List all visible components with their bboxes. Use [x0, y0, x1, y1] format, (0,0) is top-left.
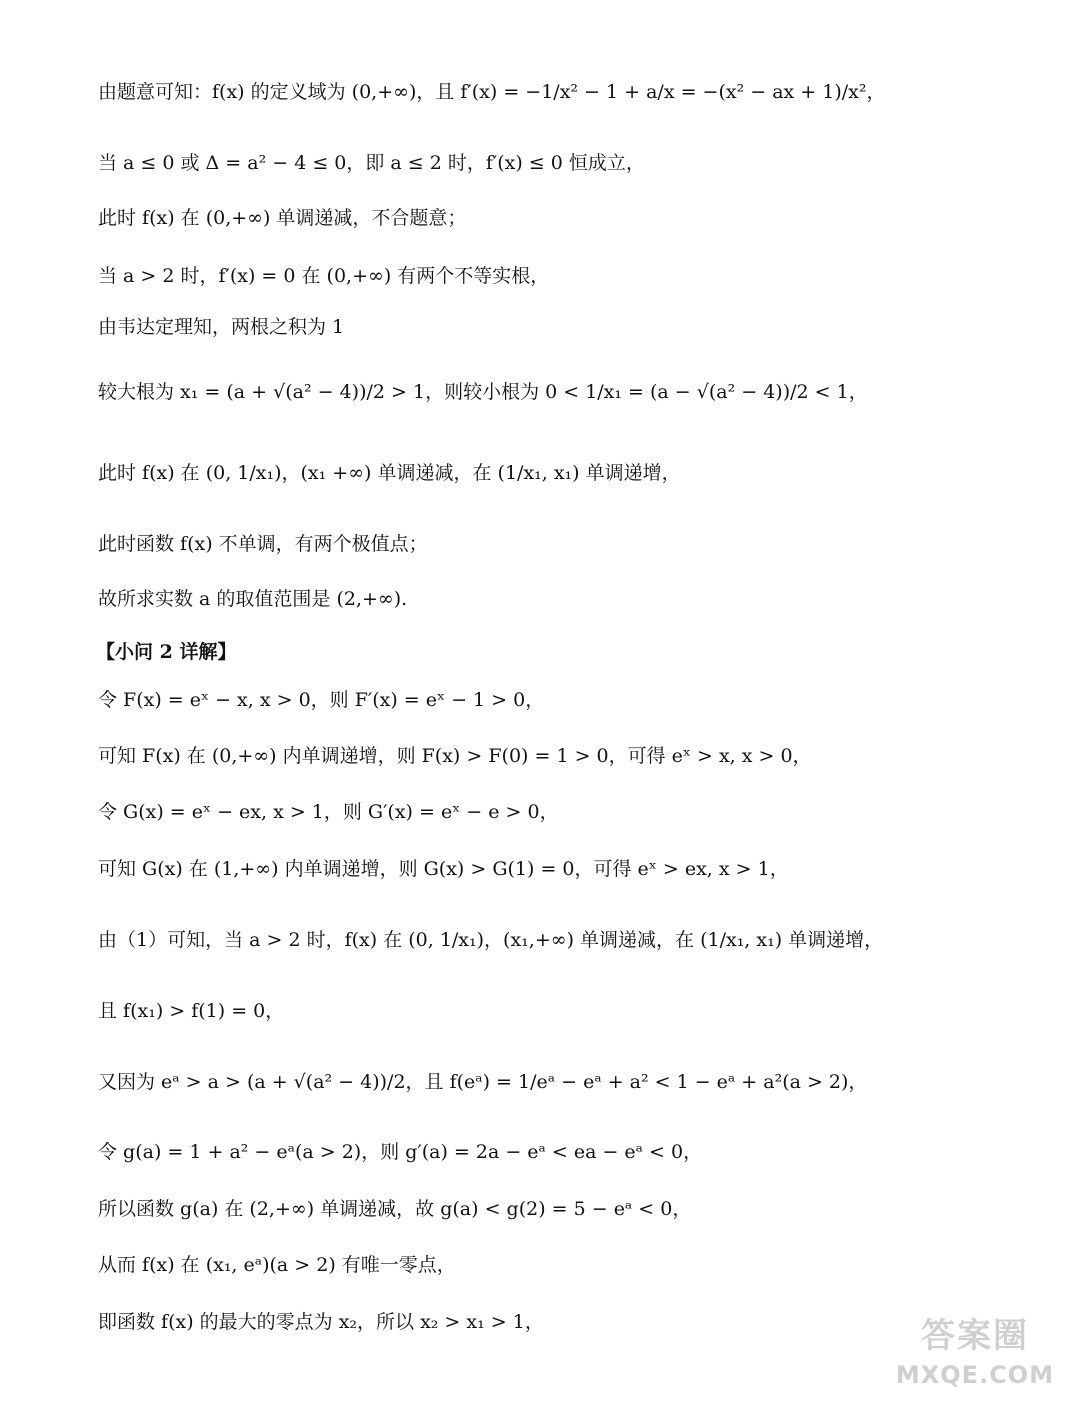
- solution-line-vieta: 由韦达定理知，两根之积为 1: [98, 316, 345, 338]
- solution-line-case-a-gt-2: 当 a > 2 时，f′(x) = 0 在 (0,+∞) 有两个不等实根，: [98, 265, 550, 287]
- solution-line-unique-zero: 从而 f(x) 在 (x₁, eᵃ)(a > 2) 有唯一零点，: [98, 1254, 456, 1276]
- watermark-logo: [890, 1313, 1060, 1403]
- solution-line-g-dec: 所以函数 g(a) 在 (2,+∞) 单调递减，故 g(a) < g(2) = 5 − eᵃ < 0，: [98, 1198, 692, 1220]
- solution-line-f-x1: 且 f(x₁) > f(1) = 0，: [98, 1000, 285, 1022]
- watermark-site: MXQE.COM: [895, 1361, 1055, 1389]
- section-heading-part2: 【小问 2 详解】: [96, 641, 237, 663]
- solution-line-F-inc: 可知 F(x) 在 (0,+∞) 内单调递增，则 F(x) > F(0) = 1 > 0，可得 eˣ > x, x > 0，: [98, 745, 812, 767]
- solution-line-range: 故所求实数 a 的取值范围是 (2,+∞).: [98, 588, 408, 610]
- solution-line-F-def: 令 F(x) = eˣ − x, x > 0，则 F′(x) = eˣ − 1 > 0，: [98, 689, 545, 711]
- solution-line-largest-zero: 即函数 f(x) 的最大的零点为 x₂，所以 x₂ > x₁ > 1，: [98, 1311, 544, 1333]
- solution-line-decreasing: 此时 f(x) 在 (0,+∞) 单调递减，不合题意；: [98, 207, 467, 229]
- solution-line-monotonic: 此时 f(x) 在 (0, 1/x₁)，(x₁ +∞) 单调递减，在 (1/x₁, x₁) 单调递增，: [98, 462, 681, 484]
- solution-line-from-part1: 由（1）可知，当 a > 2 时，f(x) 在 (0, 1/x₁)，(x₁,+∞) 单调递减，在 (1/x₁, x₁) 单调递增，: [98, 929, 884, 951]
- solution-line-g-def: 令 g(a) = 1 + a² − eᵃ(a > 2)，则 g′(a) = 2a − eᵃ < ea − eᵃ < 0，: [98, 1141, 703, 1163]
- solution-line-G-def: 令 G(x) = eˣ − ex, x > 1，则 G′(x) = eˣ − e > 0，: [98, 801, 559, 823]
- solution-line-f-ea: 又因为 eᵃ > a > (a + √(a² − 4))/2，且 f(eᵃ) = 1/eᵃ − eᵃ + a² < 1 − eᵃ + a²(a > 2)，: [98, 1071, 868, 1093]
- solution-line-roots: 较大根为 x₁ = (a + √(a² − 4))/2 > 1，则较小根为 0 < 1/x₁ = (a − √(a² − 4))/2 < 1，: [98, 381, 868, 403]
- solution-line-domain: 由题意可知：f(x) 的定义域为 (0,+∞)，且 f′(x) = −1/x² − 1 + a/x = −(x² − ax + 1)/x²，: [98, 81, 886, 103]
- solution-line-case-a-le-2: 当 a ≤ 0 或 Δ = a² − 4 ≤ 0，即 a ≤ 2 时，f′(x) ≤ 0 恒成立，: [98, 152, 645, 174]
- solution-line-G-inc: 可知 G(x) 在 (1,+∞) 内单调递增，则 G(x) > G(1) = 0，可得 eˣ > ex, x > 1，: [98, 858, 789, 880]
- solution-line-extrema: 此时函数 f(x) 不单调，有两个极值点；: [98, 533, 428, 555]
- watermark-chinese: 答案圈: [921, 1316, 1029, 1356]
